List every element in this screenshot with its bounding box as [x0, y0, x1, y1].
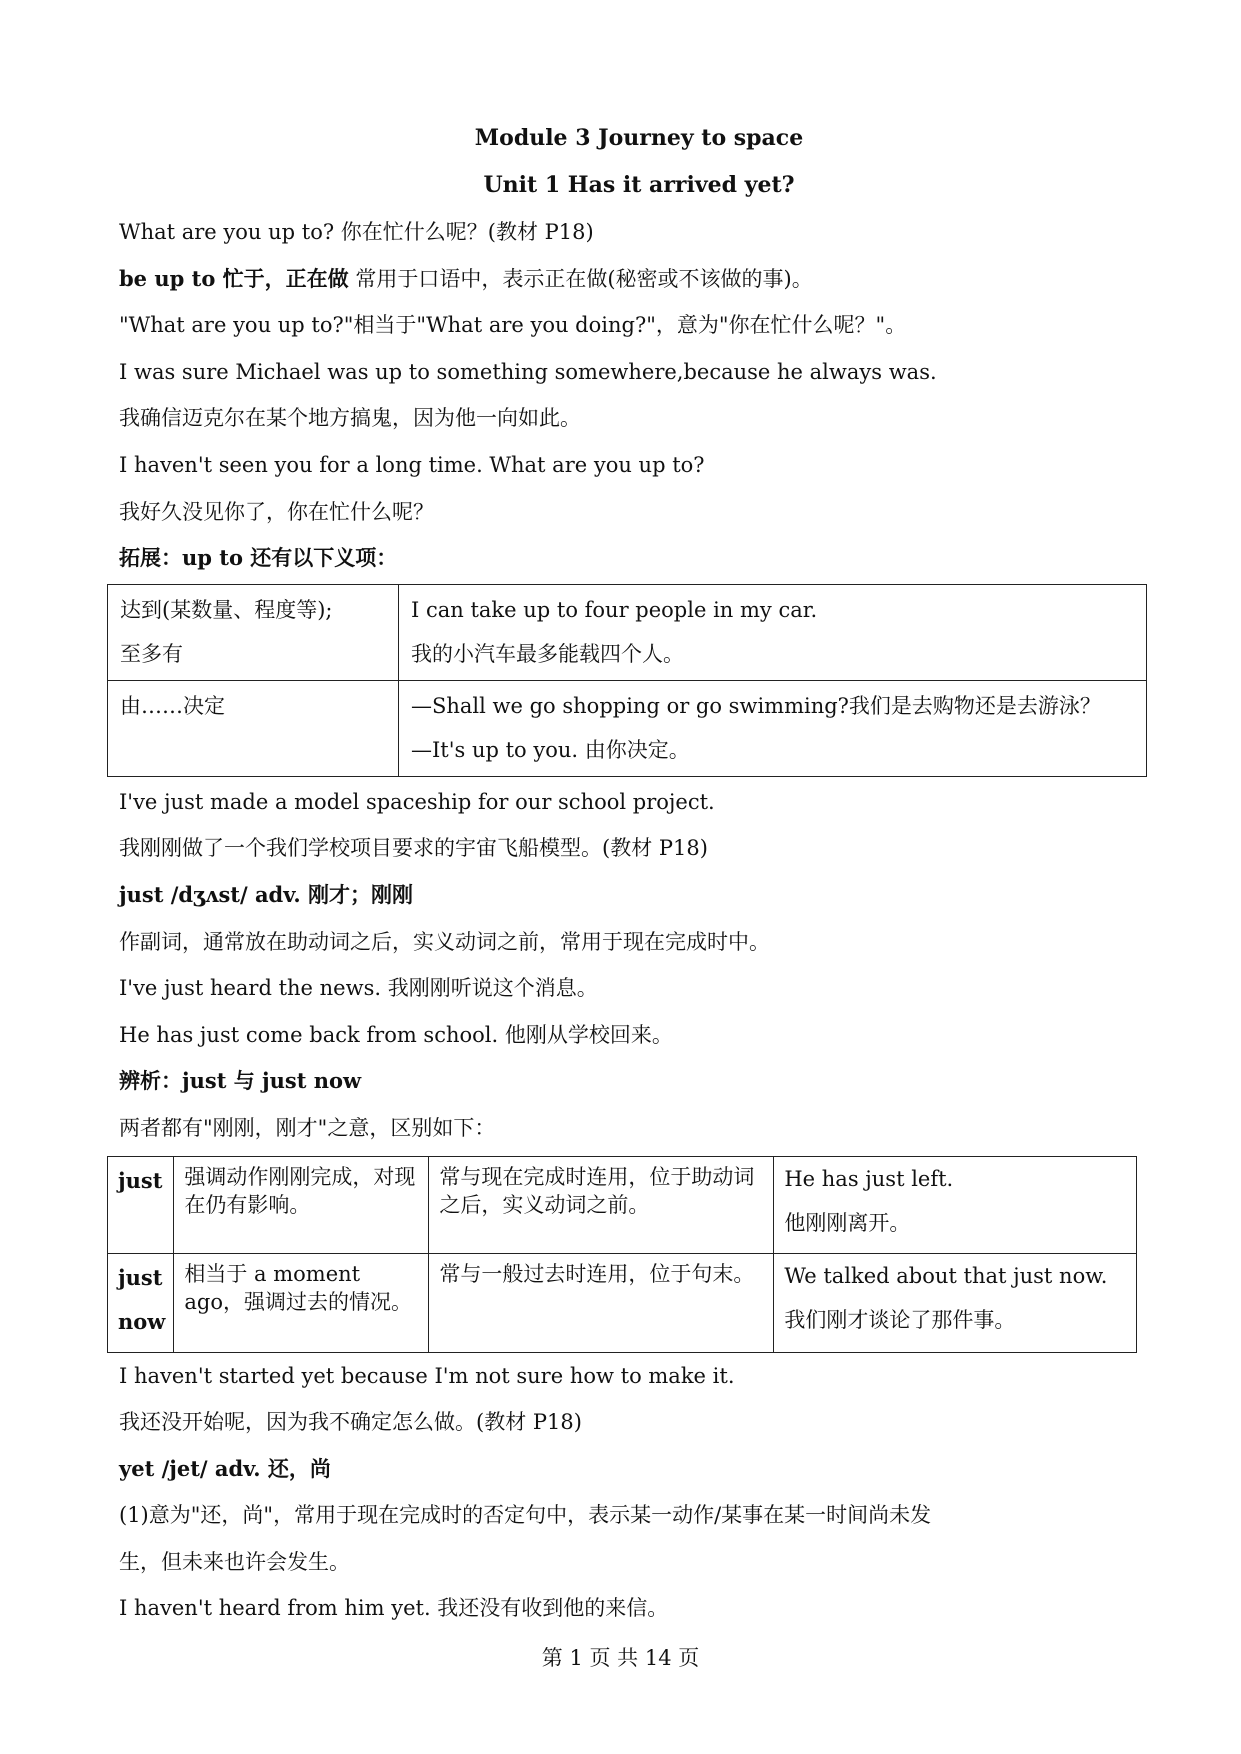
table-cell: 常与一般过去时连用，位于句末。 [429, 1253, 774, 1352]
up-to-meanings-table [107, 584, 1147, 777]
note-yet-usage-2: 生，但未来也许会发生。 [119, 1549, 350, 1574]
example-shopping-question: —Shall we go shopping or go swimming?我们是去购物还是去游泳？ [411, 693, 1101, 718]
table-cell [399, 680, 1147, 776]
term-just: just [118, 1167, 163, 1193]
note-what-are-you-up-to: "What are you up to?"相当于"What are you doing?"，意为"你在忙什么呢？"。 [119, 313, 907, 338]
unit-title: Unit 1 Has it arrived yet? [483, 172, 795, 198]
sentence-up-to: What are you up to? 你在忙什么呢？(教材 P18) [119, 220, 594, 244]
table-row [108, 680, 1147, 776]
table-cell: 相当于 a moment ago，强调过去的情况。 [174, 1253, 429, 1352]
sentence-model-spaceship-zh: 我刚刚做了一个我们学校项目要求的宇宙飞船模型。(教材 P18) [119, 836, 708, 861]
table-cell: 常与现在完成时连用，位于助动词之后，实义动词之前。 [429, 1156, 774, 1253]
phrase-be-up-to-explanation: 常用于口语中，表示正在做(秘密或不该做的事)。 [355, 266, 813, 291]
term-just-now-b: now [118, 1308, 166, 1334]
meaning-decide: 由……决定 [120, 693, 225, 718]
table-cell [774, 1253, 1137, 1352]
example-car-en: I can take up to four people in my car. [411, 597, 818, 622]
table-cell [108, 680, 399, 776]
table-cell [108, 1156, 174, 1253]
table-cell: 强调动作刚刚完成，对现在仍有影响。 [174, 1156, 429, 1253]
example-long-time-zh: 我好久没见你了，你在忙什么呢？ [119, 499, 434, 524]
phrase-be-up-to-term: be up to 忙于，正在做 [119, 265, 349, 291]
page-number-footer: 第 1 页 共 14 页 [541, 1646, 700, 1670]
meaning-reach: 达到(某数量、程度等); [120, 597, 333, 622]
sentence-not-started-zh: 我还没开始呢，因为我不确定怎么做。(教材 P18) [119, 1410, 582, 1435]
example-just-now-en: We talked about that just now. [784, 1263, 1108, 1288]
example-just-left-zh: 他刚刚离开。 [784, 1210, 911, 1235]
example-long-time-en: I haven't seen you for a long time. What are you up to? [119, 452, 705, 477]
table-row [108, 1156, 1137, 1253]
note-yet-usage-1: (1)意为"还，尚"，常用于现在完成时的否定句中，表示某一动作/某事在某一时间尚未发 [119, 1503, 932, 1528]
example-heard-news: I've just heard the news. 我刚刚听说这个消息。 [119, 976, 598, 1001]
table-cell [774, 1156, 1137, 1253]
sentence-not-started-en: I haven't started yet because I'm not sure how to make it. [119, 1363, 735, 1388]
table-cell [399, 584, 1147, 680]
phrase-be-up-to [119, 256, 1159, 303]
sentence-model-spaceship-en: I've just made a model spaceship for our school project. [119, 789, 715, 814]
heading-just-vs-just-now: 辨析：just 与 just now [119, 1068, 362, 1094]
example-michael-zh: 我确信迈克尔在某个地方搞鬼，因为他一向如此。 [119, 406, 581, 431]
heading-yet: yet /jet/ adv. 还，尚 [119, 1455, 331, 1481]
example-shopping-answer: —It's up to you. 由你决定。 [411, 737, 690, 762]
just-comparison-table [107, 1156, 1137, 1353]
example-michael-en: I was sure Michael was up to something somewhere,because he always was. [119, 359, 937, 384]
example-car-zh: 我的小汽车最多能载四个人。 [411, 641, 684, 666]
module-title: Module 3 Journey to space [474, 125, 804, 151]
page-content [119, 115, 1159, 1632]
heading-extension: 拓展：up to 还有以下义项： [119, 545, 398, 571]
example-just-left-en: He has just left. [784, 1166, 954, 1191]
table-row [108, 584, 1147, 680]
meaning-at-most: 至多有 [120, 641, 183, 666]
heading-just: just /dʒʌst/ adv. 刚才；刚刚 [119, 881, 413, 907]
note-difference-intro: 两者都有"刚刚，刚才"之意，区别如下： [119, 1115, 496, 1140]
example-just-now-zh: 我们刚才谈论了那件事。 [784, 1307, 1016, 1332]
note-just-usage: 作副词，通常放在助动词之后，实义动词之前，常用于现在完成时中。 [119, 929, 770, 954]
term-just-now-a: just [118, 1264, 163, 1290]
table-cell [108, 1253, 174, 1352]
table-cell [108, 584, 399, 680]
example-back-from-school: He has just come back from school. 他刚从学校回来。 [119, 1022, 673, 1047]
example-heard-from-him: I haven't heard from him yet. 我还没有收到他的来信。 [119, 1596, 669, 1621]
table-row [108, 1253, 1137, 1352]
